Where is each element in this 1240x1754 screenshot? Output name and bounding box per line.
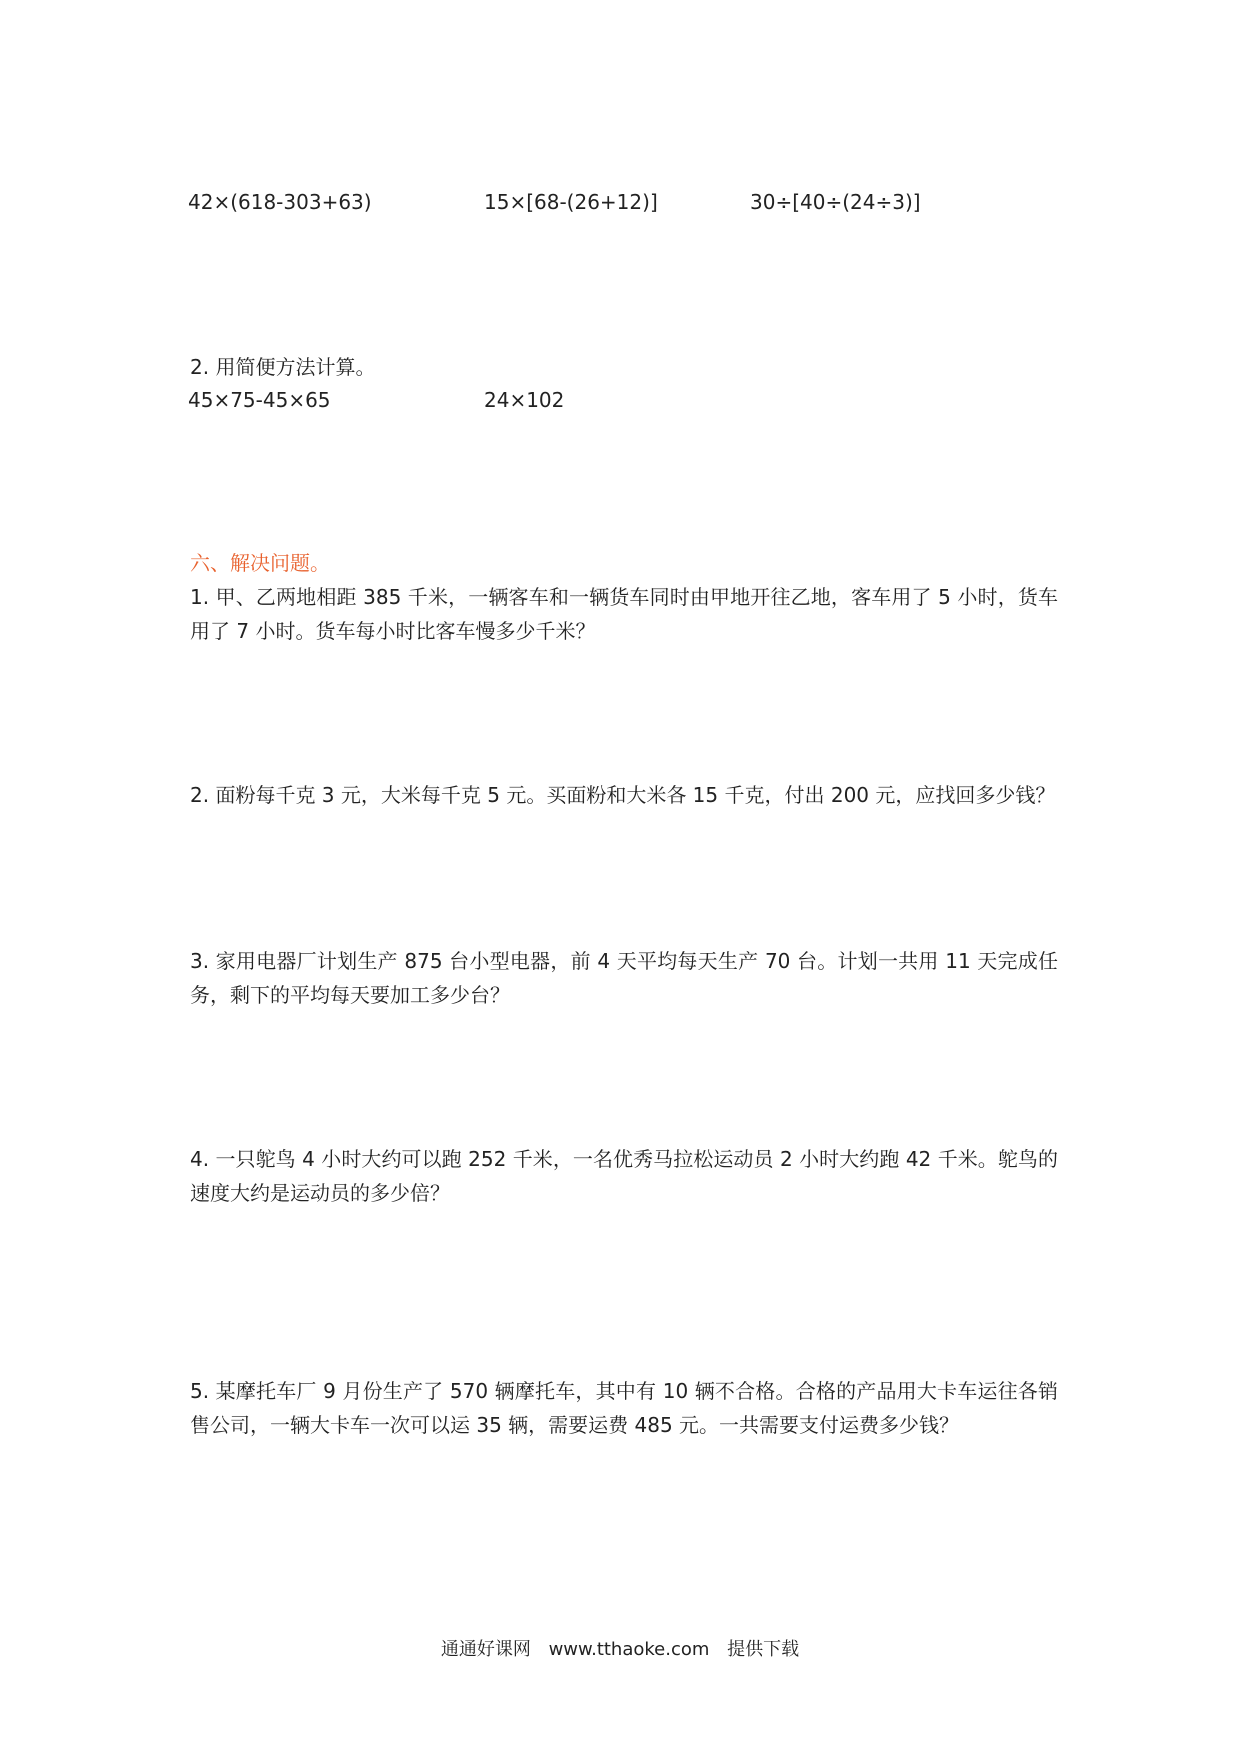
footer-url[interactable]: www.tthaoke.com [548,1639,710,1660]
expression-1: 42×(618-303+63) [188,190,372,214]
section-heading: 六、解决问题。 [190,551,330,575]
problem-2: 2. 面粉每千克 3 元，大米每千克 5 元。买面粉和大米各 15 千克，付出 200 元，应找回多少钱？ [190,783,1056,807]
simple-calc-expression-1: 45×75-45×65 [188,388,331,412]
footer-site-name: 通通好课网 [440,1639,531,1660]
simple-calc-title: 2. 用简便方法计算。 [190,355,376,379]
problem-1: 1. 甲、乙两地相距 385 千米，一辆客车和一辆货车同时由甲地开往乙地，客车用了 5 小时，货车用了 7 小时。货车每小时比客车慢多少千米？ [190,585,1058,643]
problem-4: 4. 一只鸵鸟 4 小时大约可以跑 252 千米，一名优秀马拉松运动员 2 小时大约跑 42 千米。鸵鸟的速度大约是运动员的多少倍？ [190,1147,1058,1205]
simple-calc-expression-2: 24×102 [484,388,565,412]
expression-3: 30÷[40÷(24÷3)] [750,190,921,214]
footer [0,1636,1240,1664]
expression-2: 15×[68-(26+12)] [484,190,658,214]
footer-suffix: 提供下载 [727,1639,800,1660]
problem-3: 3. 家用电器厂计划生产 875 台小型电器，前 4 天平均每天生产 70 台。计划一共用 11 天完成任务，剩下的平均每天要加工多少台？ [190,949,1058,1007]
problem-5: 5. 某摩托车厂 9 月份生产了 570 辆摩托车，其中有 10 辆不合格。合格的产品用大卡车运往各销售公司，一辆大卡车一次可以运 35 辆，需要运费 485 元。一共需要支付运费多少钱？ [190,1379,1058,1437]
